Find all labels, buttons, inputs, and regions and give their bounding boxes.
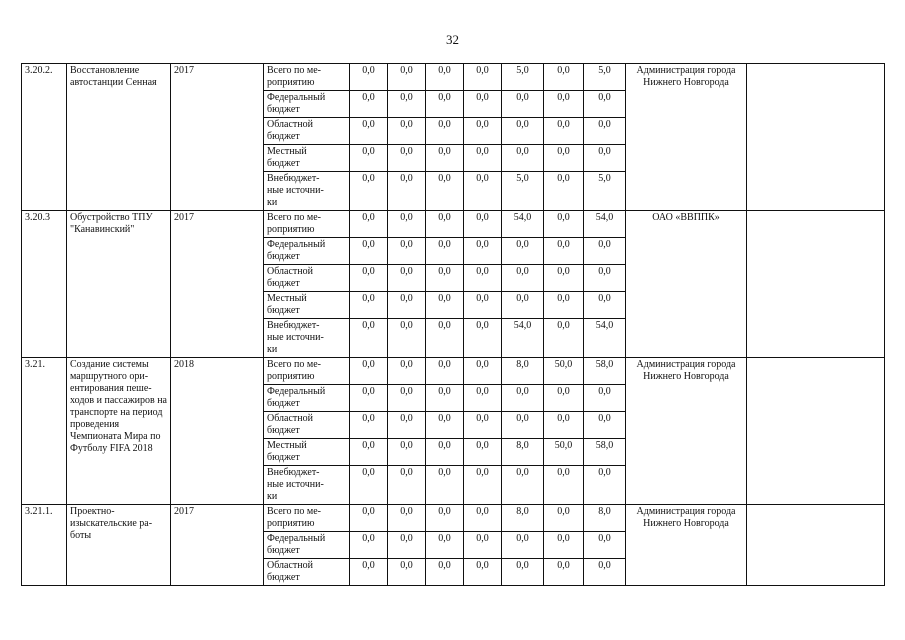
value-cell: 0,0 bbox=[584, 238, 626, 265]
value-cell: 0,0 bbox=[388, 118, 426, 145]
value-cell: 0,0 bbox=[350, 265, 388, 292]
value-cell: 0,0 bbox=[464, 292, 502, 319]
value-cell: 0,0 bbox=[388, 64, 426, 91]
value-cell: 0,0 bbox=[544, 265, 584, 292]
value-cell: 0,0 bbox=[464, 145, 502, 172]
value-cell: 0,0 bbox=[502, 385, 544, 412]
value-cell: 0,0 bbox=[388, 91, 426, 118]
code-cell: 3.20.2. bbox=[22, 64, 67, 211]
note-cell bbox=[747, 358, 885, 505]
value-cell: 0,0 bbox=[584, 265, 626, 292]
value-cell: 0,0 bbox=[388, 505, 426, 532]
value-cell: 0,0 bbox=[388, 265, 426, 292]
value-cell: 0,0 bbox=[426, 172, 464, 211]
value-cell: 0,0 bbox=[584, 292, 626, 319]
value-cell: 0,0 bbox=[502, 238, 544, 265]
value-cell: 0,0 bbox=[426, 439, 464, 466]
value-cell: 0,0 bbox=[544, 211, 584, 238]
value-cell: 0,0 bbox=[544, 118, 584, 145]
year-cell: 2017 bbox=[171, 505, 264, 586]
value-cell: 0,0 bbox=[584, 91, 626, 118]
value-cell: 0,0 bbox=[350, 292, 388, 319]
value-cell: 54,0 bbox=[502, 211, 544, 238]
note-cell bbox=[747, 505, 885, 586]
value-cell: 0,0 bbox=[350, 319, 388, 358]
value-cell: 0,0 bbox=[544, 466, 584, 505]
value-cell: 0,0 bbox=[350, 118, 388, 145]
value-cell: 0,0 bbox=[388, 238, 426, 265]
table-row bbox=[22, 358, 885, 385]
value-cell: 0,0 bbox=[350, 172, 388, 211]
funding-source-cell: Областной бюджет bbox=[264, 118, 350, 145]
value-cell: 0,0 bbox=[502, 466, 544, 505]
value-cell: 0,0 bbox=[544, 292, 584, 319]
value-cell: 0,0 bbox=[350, 238, 388, 265]
value-cell: 58,0 bbox=[584, 439, 626, 466]
value-cell: 0,0 bbox=[464, 319, 502, 358]
value-cell: 54,0 bbox=[584, 211, 626, 238]
value-cell: 0,0 bbox=[584, 412, 626, 439]
value-cell: 0,0 bbox=[502, 145, 544, 172]
value-cell: 0,0 bbox=[584, 385, 626, 412]
value-cell: 0,0 bbox=[350, 385, 388, 412]
value-cell: 0,0 bbox=[350, 145, 388, 172]
funding-source-cell: Внебюджет- ные источни- ки bbox=[264, 466, 350, 505]
value-cell: 0,0 bbox=[544, 238, 584, 265]
value-cell: 0,0 bbox=[464, 532, 502, 559]
value-cell: 0,0 bbox=[464, 412, 502, 439]
executor-cell: ОАО «ВВППК» bbox=[626, 211, 747, 358]
value-cell: 0,0 bbox=[350, 211, 388, 238]
value-cell: 0,0 bbox=[388, 358, 426, 385]
value-cell: 8,0 bbox=[502, 439, 544, 466]
value-cell: 0,0 bbox=[544, 145, 584, 172]
note-cell bbox=[747, 211, 885, 358]
value-cell: 0,0 bbox=[584, 145, 626, 172]
note-cell bbox=[747, 64, 885, 211]
funding-source-cell: Внебюджет- ные источни- ки bbox=[264, 319, 350, 358]
code-cell: 3.21. bbox=[22, 358, 67, 505]
funding-source-cell: Областной бюджет bbox=[264, 412, 350, 439]
table-row bbox=[22, 211, 885, 238]
value-cell: 0,0 bbox=[502, 559, 544, 586]
value-cell: 0,0 bbox=[426, 358, 464, 385]
value-cell: 0,0 bbox=[388, 292, 426, 319]
funding-source-cell: Внебюджет- ные источни- ки bbox=[264, 172, 350, 211]
value-cell: 0,0 bbox=[544, 64, 584, 91]
value-cell: 0,0 bbox=[350, 532, 388, 559]
name-cell: Восстановление автостанции Сенная bbox=[67, 64, 171, 211]
value-cell: 0,0 bbox=[426, 559, 464, 586]
value-cell: 0,0 bbox=[464, 358, 502, 385]
value-cell: 0,0 bbox=[544, 559, 584, 586]
funding-source-cell: Федеральный бюджет bbox=[264, 238, 350, 265]
value-cell: 0,0 bbox=[426, 532, 464, 559]
value-cell: 8,0 bbox=[502, 358, 544, 385]
value-cell: 0,0 bbox=[426, 412, 464, 439]
budget-table-body bbox=[22, 64, 885, 586]
value-cell: 5,0 bbox=[584, 64, 626, 91]
executor-cell: Администрация города Нижнего Новгорода bbox=[626, 505, 747, 586]
value-cell: 0,0 bbox=[464, 505, 502, 532]
value-cell: 8,0 bbox=[584, 505, 626, 532]
value-cell: 0,0 bbox=[350, 91, 388, 118]
value-cell: 0,0 bbox=[350, 559, 388, 586]
value-cell: 0,0 bbox=[350, 412, 388, 439]
value-cell: 0,0 bbox=[584, 559, 626, 586]
table-row bbox=[22, 64, 885, 91]
value-cell: 0,0 bbox=[464, 91, 502, 118]
name-cell: Создание системы маршрутного ори-ентирования пеше-ходов и пассажиров на транспорте на период проведения Чемпионата Мира по Футболу FIFA 2018 bbox=[67, 358, 171, 505]
value-cell: 0,0 bbox=[426, 265, 464, 292]
value-cell: 0,0 bbox=[502, 91, 544, 118]
value-cell: 0,0 bbox=[388, 532, 426, 559]
value-cell: 5,0 bbox=[502, 64, 544, 91]
value-cell: 0,0 bbox=[464, 211, 502, 238]
value-cell: 0,0 bbox=[584, 118, 626, 145]
value-cell: 0,0 bbox=[464, 439, 502, 466]
value-cell: 0,0 bbox=[350, 466, 388, 505]
value-cell: 8,0 bbox=[502, 505, 544, 532]
year-cell: 2018 bbox=[171, 358, 264, 505]
value-cell: 0,0 bbox=[388, 412, 426, 439]
value-cell: 0,0 bbox=[388, 145, 426, 172]
funding-source-cell: Местный бюджет bbox=[264, 439, 350, 466]
value-cell: 0,0 bbox=[426, 505, 464, 532]
funding-source-cell: Федеральный бюджет bbox=[264, 385, 350, 412]
funding-source-cell: Всего по ме- роприятию bbox=[264, 505, 350, 532]
value-cell: 0,0 bbox=[388, 172, 426, 211]
value-cell: 0,0 bbox=[544, 505, 584, 532]
value-cell: 50,0 bbox=[544, 439, 584, 466]
value-cell: 0,0 bbox=[544, 412, 584, 439]
value-cell: 0,0 bbox=[544, 172, 584, 211]
value-cell: 0,0 bbox=[502, 265, 544, 292]
table-row bbox=[22, 505, 885, 532]
value-cell: 0,0 bbox=[544, 385, 584, 412]
funding-source-cell: Всего по ме- роприятию bbox=[264, 64, 350, 91]
value-cell: 50,0 bbox=[544, 358, 584, 385]
funding-source-cell: Областной бюджет bbox=[264, 265, 350, 292]
value-cell: 0,0 bbox=[388, 466, 426, 505]
funding-source-cell: Федеральный бюджет bbox=[264, 91, 350, 118]
value-cell: 0,0 bbox=[426, 385, 464, 412]
value-cell: 0,0 bbox=[544, 319, 584, 358]
value-cell: 0,0 bbox=[388, 439, 426, 466]
value-cell: 0,0 bbox=[388, 211, 426, 238]
value-cell: 0,0 bbox=[426, 319, 464, 358]
value-cell: 54,0 bbox=[584, 319, 626, 358]
funding-source-cell: Местный бюджет bbox=[264, 145, 350, 172]
value-cell: 0,0 bbox=[350, 358, 388, 385]
value-cell: 0,0 bbox=[388, 385, 426, 412]
value-cell: 0,0 bbox=[464, 118, 502, 145]
value-cell: 0,0 bbox=[350, 439, 388, 466]
executor-cell: Администрация города Нижнего Новгорода bbox=[626, 64, 747, 211]
value-cell: 0,0 bbox=[464, 466, 502, 505]
value-cell: 58,0 bbox=[584, 358, 626, 385]
value-cell: 0,0 bbox=[502, 412, 544, 439]
value-cell: 0,0 bbox=[426, 118, 464, 145]
value-cell: 0,0 bbox=[464, 64, 502, 91]
value-cell: 0,0 bbox=[544, 532, 584, 559]
year-cell: 2017 bbox=[171, 211, 264, 358]
value-cell: 0,0 bbox=[426, 466, 464, 505]
value-cell: 0,0 bbox=[464, 238, 502, 265]
value-cell: 0,0 bbox=[426, 238, 464, 265]
value-cell: 0,0 bbox=[502, 118, 544, 145]
name-cell: Проектно-изыскательские ра-боты bbox=[67, 505, 171, 586]
funding-source-cell: Всего по ме- роприятию bbox=[264, 211, 350, 238]
value-cell: 0,0 bbox=[426, 145, 464, 172]
code-cell: 3.21.1. bbox=[22, 505, 67, 586]
value-cell: 5,0 bbox=[584, 172, 626, 211]
value-cell: 0,0 bbox=[426, 91, 464, 118]
value-cell: 54,0 bbox=[502, 319, 544, 358]
value-cell: 0,0 bbox=[464, 385, 502, 412]
value-cell: 0,0 bbox=[502, 532, 544, 559]
value-cell: 5,0 bbox=[502, 172, 544, 211]
value-cell: 0,0 bbox=[388, 559, 426, 586]
name-cell: Обустройство ТПУ "Канавинский" bbox=[67, 211, 171, 358]
value-cell: 0,0 bbox=[584, 466, 626, 505]
value-cell: 0,0 bbox=[464, 172, 502, 211]
year-cell: 2017 bbox=[171, 64, 264, 211]
funding-source-cell: Федеральный бюджет bbox=[264, 532, 350, 559]
value-cell: 0,0 bbox=[584, 532, 626, 559]
value-cell: 0,0 bbox=[388, 319, 426, 358]
value-cell: 0,0 bbox=[426, 64, 464, 91]
value-cell: 0,0 bbox=[350, 505, 388, 532]
value-cell: 0,0 bbox=[502, 292, 544, 319]
budget-table bbox=[21, 63, 885, 586]
value-cell: 0,0 bbox=[464, 265, 502, 292]
funding-source-cell: Областной бюджет bbox=[264, 559, 350, 586]
value-cell: 0,0 bbox=[426, 292, 464, 319]
code-cell: 3.20.3 bbox=[22, 211, 67, 358]
funding-source-cell: Всего по ме- роприятию bbox=[264, 358, 350, 385]
value-cell: 0,0 bbox=[464, 559, 502, 586]
value-cell: 0,0 bbox=[544, 91, 584, 118]
funding-source-cell: Местный бюджет bbox=[264, 292, 350, 319]
value-cell: 0,0 bbox=[426, 211, 464, 238]
executor-cell: Администрация города Нижнего Новгорода bbox=[626, 358, 747, 505]
page-number: 32 bbox=[446, 32, 459, 47]
value-cell: 0,0 bbox=[350, 64, 388, 91]
